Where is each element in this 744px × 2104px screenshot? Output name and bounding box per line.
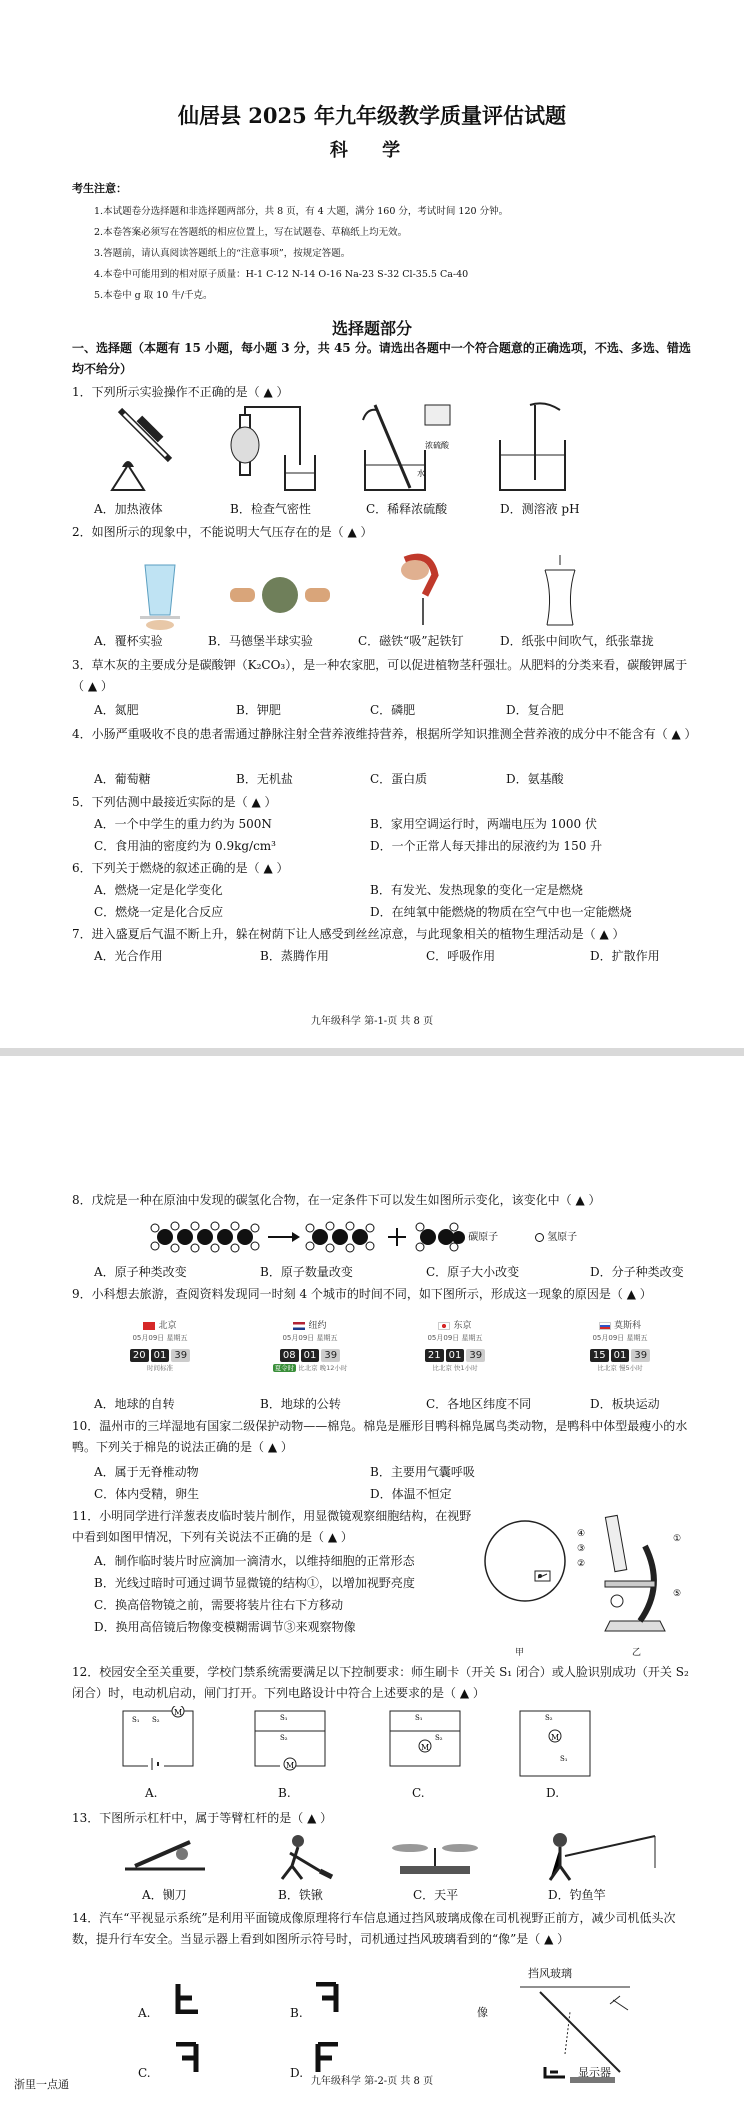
q1-figure-airtight-check <box>225 405 320 495</box>
question-10-stem: 10．温州市的三垟湿地有国家二级保护动物——棉凫。棉凫是雁形目鸭科棉凫属鸟类动物，是鸭科中体型最瘦小的水鸭。下列关于棉凫的说法正确的是（ ▲ ） <box>72 1419 688 1454</box>
q11-figure-microscope <box>575 1506 685 1646</box>
q11-option-a: A．制作临时装片时应滴加一滴清水，以维持细胞的正常形态 <box>94 1554 415 1568</box>
q12-option-b: B. <box>278 1786 291 1800</box>
page-footer: 九年级科学 第-1-页 共 8 页 <box>310 1016 434 1027</box>
exam-subject: 科 学 <box>329 140 415 161</box>
exam-page-2 <box>0 1056 744 2104</box>
q14-option-a: A. <box>138 2006 151 2020</box>
page-footer: 九年级科学 第-2-页 共 8 页 <box>310 2076 434 2087</box>
svg-text:S₁: S₁ <box>280 1714 288 1722</box>
q3-option-a: A．氮肥 <box>94 703 139 717</box>
q1-label-water: 水 <box>417 469 425 478</box>
q5-option-d: D．一个正常人每天排出的尿液约为 150 升 <box>370 839 603 853</box>
q11-option-c: C．换高倍物镜之前，需要将装片往右下方移动 <box>94 1598 344 1612</box>
q11-label-5: ⑤ <box>673 1589 682 1599</box>
q4-option-d: D．氨基酸 <box>506 772 564 786</box>
q7-option-c: C．呼吸作用 <box>426 949 496 963</box>
q2-figure-magdeburg <box>225 570 335 620</box>
q13-option-a: A．铡刀 <box>142 1888 187 1902</box>
q4-option-a: A．葡萄糖 <box>94 772 151 786</box>
q2-figure-cup <box>125 550 195 630</box>
q6-option-c: C．燃烧一定是化合反应 <box>94 905 224 919</box>
q13-figure-shovel <box>270 1831 340 1881</box>
hydrogen-atom-icon <box>535 1233 544 1242</box>
q14-label-image: 像 <box>477 2006 488 2019</box>
question-1-stem: 1．下列所示实验操作不正确的是（ ▲ ） <box>72 385 289 399</box>
q12-option-a: A. <box>145 1786 158 1800</box>
q9-option-a: A．地球的自转 <box>94 1397 175 1411</box>
dst-badge: 夏令时 <box>274 1364 295 1372</box>
svg-text:M: M <box>174 1708 183 1717</box>
flag-icon <box>599 1322 611 1330</box>
q8-reaction-diagram <box>150 1220 460 1254</box>
clock-tokyo: 东京 05月09日 星期五 21 01 39 比北京 快1小时 <box>395 1318 515 1372</box>
q11-label-4: ④ <box>577 1529 586 1539</box>
question-7-stem: 7．进入盛夏后气温不断上升，躲在树荫下让人感受到丝丝凉意，与此现象相关的植物生理活动是（ ▲ ） <box>72 927 625 941</box>
q11-label-jia: 甲 <box>515 1648 525 1658</box>
q14-option-d-symbol <box>312 2042 342 2074</box>
notice-heading: 考生注意： <box>72 182 127 195</box>
question-5-stem: 5．下列估测中最接近实际的是（ ▲ ） <box>72 795 277 809</box>
svg-text:S₂: S₂ <box>280 1734 288 1742</box>
q2-figure-magnet <box>385 550 455 630</box>
q1-figure-dilute-acid <box>355 400 455 495</box>
q10-option-c: C．体内受精，卵生 <box>94 1487 200 1501</box>
q3-option-b: B．钾肥 <box>236 703 281 717</box>
q14-label-windshield: 挡风玻璃 <box>528 1967 572 1980</box>
q11-option-d: D．换用高倍镜后物像变模糊需调节③来观察物像 <box>94 1620 356 1634</box>
q6-option-b: B．有发光、发热现象的变化一定是燃烧 <box>370 883 583 897</box>
q2-option-c: C．磁铁“吸”起铁钉 <box>358 634 464 648</box>
section-title: 选择题部分 <box>331 319 412 338</box>
q11-figure-field-of-view <box>480 1516 570 1606</box>
q1-figure-heating-liquid <box>100 405 200 495</box>
question-14-stem: 14．汽车“平视显示系统”是利用平面镜成像原理将行车信息通过挡风玻璃成像在司机视野正前方，减少司机低头次数，提升行车安全。当显示器上看到如图所示符号时，司机通过挡风玻璃看到的“像”是（ ▲ ） <box>72 1911 676 1946</box>
exam-title: 仙居县 2025 年九年级教学质量评估试题 <box>177 103 567 128</box>
q1-option-c: C．稀释浓硫酸 <box>366 502 448 516</box>
arrow-icon <box>292 1232 300 1242</box>
q8-option-a: A．原子种类改变 <box>94 1265 187 1279</box>
svg-text:S₁: S₁ <box>132 1716 140 1724</box>
svg-text:S₂: S₂ <box>545 1714 553 1722</box>
q1-option-b: B．检查气密性 <box>230 502 311 516</box>
q13-figure-fishing-rod <box>530 1828 660 1883</box>
q12-circuit-b <box>250 1706 330 1771</box>
product-molecule-1 <box>306 1222 374 1252</box>
q2-option-b: B．马德堡半球实验 <box>208 634 313 648</box>
q12-circuit-a <box>118 1706 198 1771</box>
q2-option-a: A．覆杯实验 <box>94 634 163 648</box>
q14-option-b: B. <box>290 2006 303 2020</box>
svg-text:S₁: S₁ <box>415 1714 423 1722</box>
q11-label-2: ② <box>577 1559 586 1569</box>
svg-text:M: M <box>421 1743 430 1752</box>
q7-option-d: D．扩散作用 <box>590 949 660 963</box>
notice-item: 4.本卷中可能用到的相对原子质量：H-1 C-12 N-14 O-16 Na-23 S-32 Cl-35.5 Ca-40 <box>94 269 469 280</box>
q9-option-b: B．地球的公转 <box>260 1397 341 1411</box>
q13-figure-balance <box>385 1838 485 1878</box>
question-11-stem: 11．小明同学进行洋葱表皮临时装片制作，用显微镜观察细胞结构，在视野中看到如图甲情况，下列有关说法不正确的是（ ▲ ） <box>72 1509 472 1544</box>
q8-option-d: D．分子种类改变 <box>590 1265 684 1279</box>
notice-item: 5.本卷中 g 取 10 牛/千克。 <box>94 290 213 301</box>
svg-text:M: M <box>286 1761 295 1770</box>
q13-figure-guillotine <box>120 1834 210 1879</box>
q14-option-c-symbol <box>172 2042 202 2074</box>
q13-option-c: C．天平 <box>413 1888 459 1902</box>
q14-option-c: C. <box>138 2066 151 2080</box>
flag-icon <box>293 1322 305 1330</box>
svg-text:S₂: S₂ <box>152 1716 160 1724</box>
q11-label-yi: 乙 <box>632 1648 642 1658</box>
q10-option-a: A．属于无脊椎动物 <box>94 1465 199 1479</box>
svg-text:S₁: S₁ <box>560 1755 568 1763</box>
notice-item: 2.本卷答案必须写在答题纸的相应位置上，写在试题卷、草稿纸上均无效。 <box>94 227 408 238</box>
q1-label-acid: 浓硫酸 <box>425 441 449 450</box>
q5-option-b: B．家用空调运行时，两端电压为 1000 伏 <box>370 817 597 831</box>
question-12-stem: 12．校园安全至关重要，学校门禁系统需要满足以下控制要求：师生刷卡（开关 S₁ 闭合）或人脸识别成功（开关 S₂ 闭合）时，电动机启动，闸门打开。下列电路设计中符合上述要求的是（ ▲ ） <box>72 1665 689 1700</box>
q14-label-display: 显示器 <box>578 2066 611 2079</box>
q8-option-c: C．原子大小改变 <box>426 1265 520 1279</box>
q14-option-b-symbol <box>312 1982 342 2014</box>
q2-figure-paper <box>535 550 595 630</box>
q2-option-d: D．纸张中间吹气，纸张靠拢 <box>500 634 654 648</box>
q10-option-b: B．主要用气囊呼吸 <box>370 1465 475 1479</box>
question-2-stem: 2．如图所示的现象中，不能说明大气压存在的是（ ▲ ） <box>72 525 373 539</box>
svg-text:M: M <box>551 1733 560 1742</box>
q6-option-d: D．在纯氧中能燃烧的物质在空气中也一定能燃烧 <box>370 905 632 919</box>
q13-option-d: D．钓鱼竿 <box>548 1888 606 1902</box>
question-8-stem: 8．戊烷是一种在原油中发现的碳氢化合物，在一定条件下可以发生如图所示变化，该变化中（ ▲ ） <box>72 1193 601 1207</box>
notice-item: 1.本试题卷分选择题和非选择题两部分，共 8 页，有 4 大题，满分 160 分，考试时间 120 分钟。 <box>94 206 509 217</box>
question-4-stem: 4．小肠严重吸收不良的患者需通过静脉注射全营养液维持营养，根据所学知识推测全营养液的成分中不能含有（ ▲ ） <box>72 727 697 741</box>
question-9-stem: 9．小科想去旅游，查阅资料发现同一时刻 4 个城市的时间不同，如下图所示，形成这一现象的原因是（ ▲ ） <box>72 1287 652 1301</box>
q1-option-a: A．加热液体 <box>94 502 163 516</box>
pentane-molecule <box>151 1222 259 1252</box>
q11-label-3: ③ <box>577 1544 586 1554</box>
q12-circuit-c <box>385 1706 465 1771</box>
question-6-stem: 6．下列关于燃烧的叙述正确的是（ ▲ ） <box>72 861 289 875</box>
q12-option-c: C. <box>412 1786 425 1800</box>
q8-legend-carbon: 碳原子 <box>452 1228 498 1244</box>
flag-icon <box>438 1322 450 1330</box>
question-13-stem: 13．下图所示杠杆中，属于等臂杠杆的是（ ▲ ） <box>72 1811 333 1825</box>
clock-newyork: 纽约 05月09日 星期五 08 01 39 夏令时 比北京 晚12小时 <box>274 1321 348 1372</box>
q4-option-b: B．无机盐 <box>236 772 293 786</box>
carbon-atom-icon <box>452 1231 465 1244</box>
q13-option-b: B．铁锹 <box>278 1888 323 1902</box>
q9-option-c: C．各地区纬度不同 <box>426 1397 532 1411</box>
q14-option-a-symbol <box>172 1982 202 2014</box>
q12-circuit-d <box>515 1706 595 1781</box>
q8-option-b: B．原子数量改变 <box>260 1265 353 1279</box>
q3-option-d: D．复合肥 <box>506 703 564 717</box>
q5-option-c: C．食用油的密度约为 0.9kg/cm³ <box>94 839 276 853</box>
q6-option-a: A．燃烧一定是化学变化 <box>94 883 223 897</box>
q1-figure-ph-test <box>490 400 580 495</box>
q5-option-a: A．一个中学生的重力约为 500N <box>94 817 272 831</box>
q12-option-d: D. <box>546 1786 560 1800</box>
brand-watermark: 浙里一点通 <box>14 2078 69 2091</box>
question-3-stem: 3．草木灰的主要成分是碳酸钾（K₂CO₃），是一种农家肥，可以促进植物茎秆强壮。从肥料的分类来看，碳酸钾属于（ ▲ ） <box>72 658 688 693</box>
q14-option-d: D. <box>290 2066 304 2080</box>
q11-option-b: B．光线过暗时可通过调节显微镜的结构①，以增加视野亮度 <box>94 1576 415 1590</box>
exam-page-1 <box>0 0 744 1048</box>
q3-option-c: C．磷肥 <box>370 703 416 717</box>
q7-option-a: A．光合作用 <box>94 949 163 963</box>
q8-legend-hydrogen: 氢原子 <box>535 1228 577 1243</box>
q11-label-1: ① <box>673 1534 682 1544</box>
q1-option-d: D．测溶液 pH <box>500 502 580 516</box>
q9-option-d: D．板块运动 <box>590 1397 660 1411</box>
notice-item: 3.答题前，请认真阅读答题纸上的“注意事项”，按规定答题。 <box>94 248 351 259</box>
q10-option-d: D．体温不恒定 <box>370 1487 452 1501</box>
clock-moscow: 莫斯科 05月09日 星期五 15 01 39 比北京 慢5小时 <box>560 1318 680 1372</box>
q4-option-c: C．蛋白质 <box>370 772 428 786</box>
clock-beijing: 北京 05月09日 星期五 20 01 39 时间标准 <box>100 1318 220 1372</box>
flag-icon <box>143 1322 155 1330</box>
q7-option-b: B．蒸腾作用 <box>260 949 329 963</box>
svg-text:S₂: S₂ <box>435 1734 443 1742</box>
section-description: 一、选择题（本题有 15 小题，每小题 3 分，共 45 分。请选出各题中一个符合题意的正确选项，不选、多选、错选均不给分） <box>72 341 691 376</box>
